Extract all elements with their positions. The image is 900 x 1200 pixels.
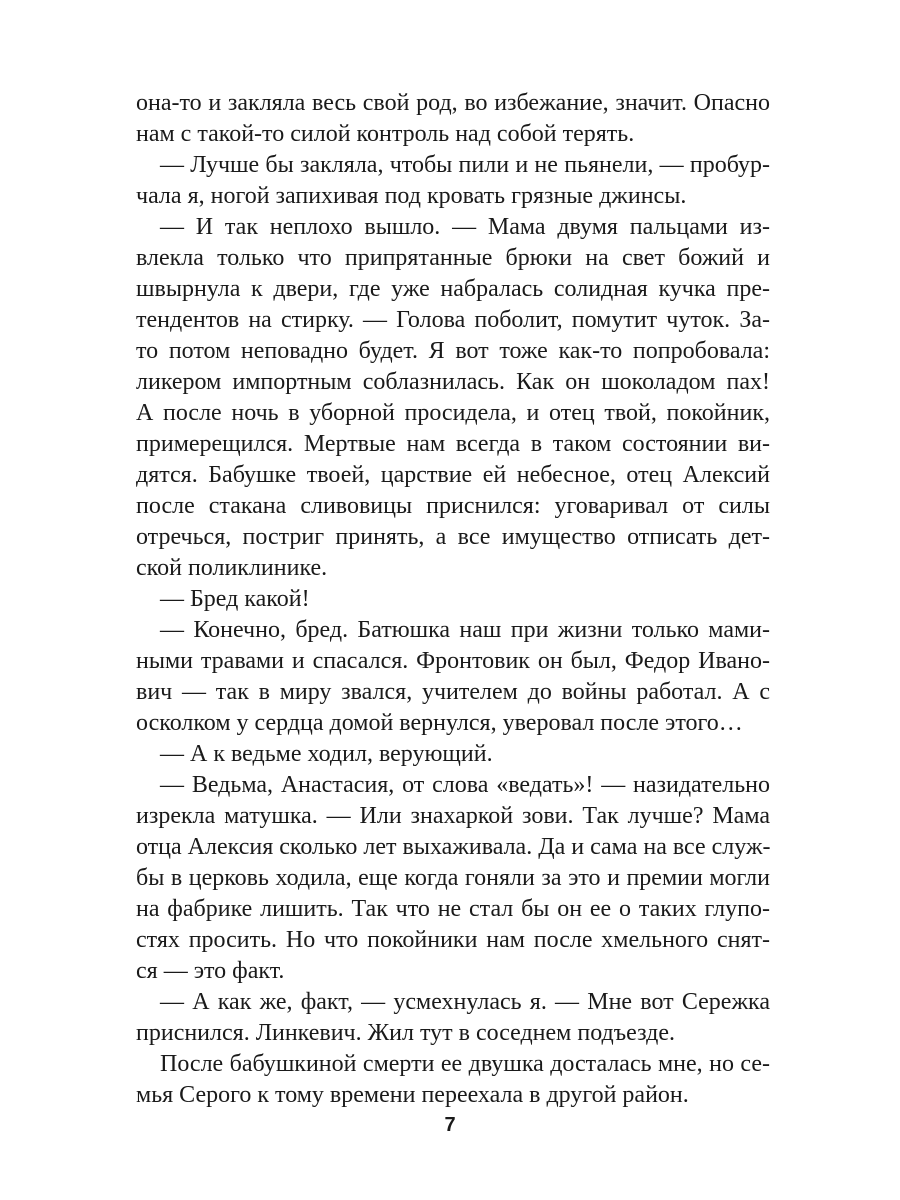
text-line: влекла только что припрятанные брюки на свет божий и bbox=[136, 245, 770, 271]
text-line: на фабрике лишить. Так что не стал бы он ее о таких глупо- bbox=[136, 896, 770, 922]
text-line: изрекла матушка. — Или знахаркой зови. Так лучше? Мама bbox=[136, 803, 770, 829]
text-line: осколком у сердца домой вернулся, уверовал после этого… bbox=[136, 710, 743, 736]
page-number: 7 bbox=[444, 1114, 456, 1136]
text-line: — Бред какой! bbox=[160, 586, 310, 612]
text-line: ными травами и спасался. Фронтовик он был, Федор Ивано- bbox=[136, 648, 770, 674]
text-line: дятся. Бабушке твоей, царствие ей небесное, отец Алексий bbox=[136, 462, 770, 488]
text-line: — И так неплохо вышло. — Мама двумя пальцами из- bbox=[160, 214, 770, 240]
text-line: — Конечно, бред. Батюшка наш при жизни только мами- bbox=[160, 617, 770, 643]
text-line: ликером импортным соблазнилась. Как он шоколадом пах! bbox=[136, 369, 770, 395]
text-line: нам с такой-то силой контроль над собой терять. bbox=[136, 121, 635, 147]
text-line: вич — так в миру звался, учителем до войны работал. А с bbox=[136, 679, 770, 705]
text-line: мья Серого к тому времени переехала в другой район. bbox=[136, 1082, 689, 1108]
text-line: — А как же, факт, — усмехнулась я. — Мне вот Сережка bbox=[160, 989, 770, 1015]
text-line: — Ведьма, Анастасия, от слова «ведать»! — назидательно bbox=[160, 772, 770, 798]
text-line: отца Алексия сколько лет выхаживала. Да и сама на все служ- bbox=[136, 834, 771, 860]
text-line: она-то и закляла весь свой род, во избежание, значит. Опасно bbox=[136, 90, 770, 116]
text-line: то потом неповадно будет. Я вот тоже как-то попробовала: bbox=[136, 338, 770, 364]
text-line: После бабушкиной смерти ее двушка досталась мне, но се- bbox=[160, 1051, 770, 1077]
text-line: стях просить. Но что покойники нам после хмельного снят- bbox=[136, 927, 770, 953]
text-line: приснился. Линкевич. Жил тут в соседнем подъезде. bbox=[136, 1020, 675, 1046]
text-line: отречься, постриг принять, а все имущество отписать дет- bbox=[136, 524, 770, 550]
text-line: швырнула к двери, где уже набралась солидная кучка пре- bbox=[136, 276, 770, 302]
text-line: ской поликлинике. bbox=[136, 555, 328, 581]
text-line: после стакана сливовицы приснился: уговаривал от силы bbox=[136, 493, 770, 519]
text-line: бы в церковь ходила, еще когда гоняли за это и премии могли bbox=[136, 865, 770, 891]
text-line: А после ночь в уборной просидела, и отец твой, покойник, bbox=[136, 400, 770, 426]
text-line: тендентов на стирку. — Голова поболит, помутит чуток. За- bbox=[136, 307, 770, 333]
text-line: чала я, ногой запихивая под кровать грязные джинсы. bbox=[136, 183, 687, 209]
text-line: — А к ведьме ходил, верующий. bbox=[160, 741, 493, 767]
text-line: — Лучше бы закляла, чтобы пили и не пьянели, — пробур- bbox=[160, 152, 770, 178]
text-line: примерещился. Мертвые нам всегда в таком состоянии ви- bbox=[136, 431, 770, 457]
text-line: ся — это факт. bbox=[136, 958, 285, 984]
